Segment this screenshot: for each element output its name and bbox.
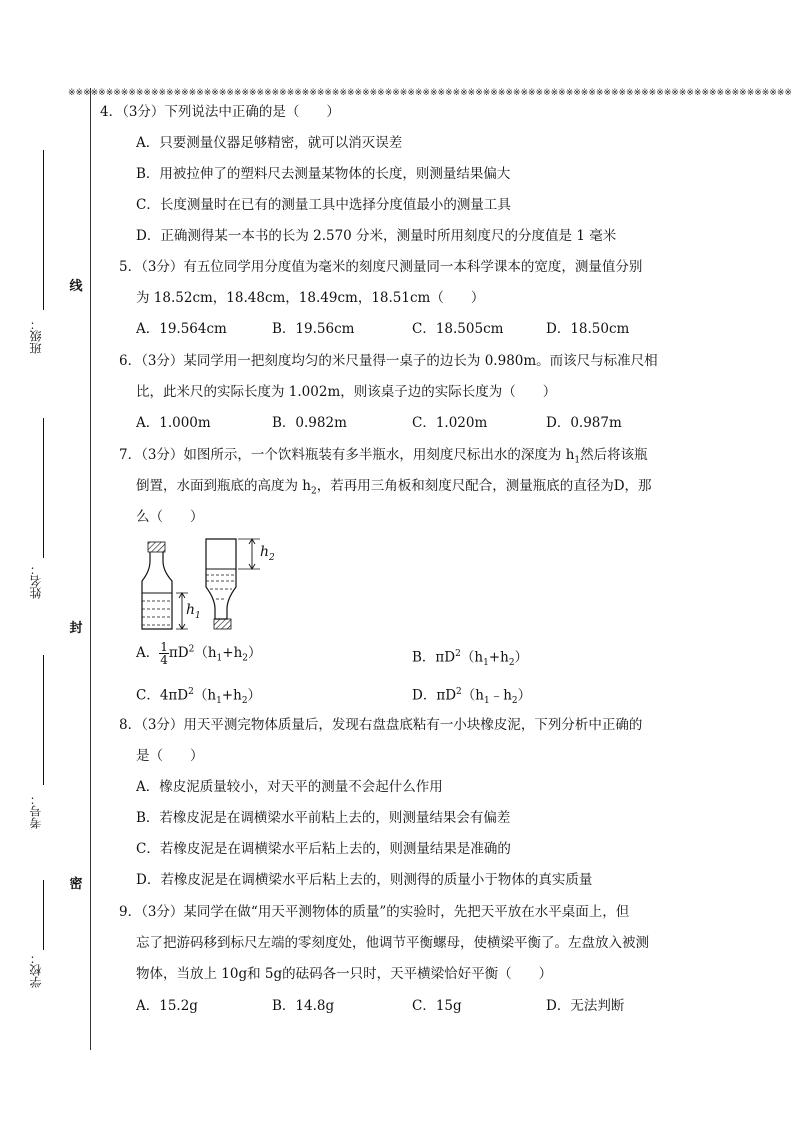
question-4-option-a: A．只要测量仪器足够精密，就可以消灭误差 [136,135,403,151]
question-9-stem-line-2: 忘了把游码移到标尺左端的零刻度处，他调节平衡螺母，使横梁平衡了。左盘放入被测 [136,935,649,951]
question-4-option-d: D．正确测得某一本书的长为 2.570 分米，测量时所用刻度尺的分度值是 1 毫米 [136,228,617,244]
exam-number-blank-line [43,655,44,785]
question-8-stem-line-1: 8．（3分）用天平测完物体质量后，发现右盘盘底粘有一小块橡皮泥，下列分析中正确的 [119,717,643,733]
question-6-stem-line-2: 比，此米尺的实际长度为 1.002m，则该桌子边的实际长度为（ ） [136,384,557,400]
question-8-stem-line-2: 是（ ） [136,748,204,764]
seal-line [90,88,91,1050]
question-6-option-d: D．0.987m [546,415,622,431]
question-5-option-c: C．18.505cm [412,321,504,337]
question-7-option-c: C．$4\pi D^2(h_1+h_2)$ [136,687,262,707]
class-label: 班级： [29,318,43,354]
question-9-stem-line-1: 9．（3分）某同学在做“用天平测物体的质量”的实验时，先把天平放在水平桌面上，但 [119,904,630,920]
question-7-stem-line-2-text: 倒置，水面到瓶底的高度为 h [136,478,311,494]
question-7-stem-line-2 [136,480,652,497]
h1-figure-label: $h_1$ [186,602,201,621]
question-5-stem-line-2-text: 为 18.52cm，18.48cm，18.49cm，18.51cm（ ） [136,290,485,306]
question-7-option-b: B．$\pi D^2(h_1+h_2)$ [412,649,529,669]
question-7-stem-line-3: 么（ ） [136,509,204,525]
seal-pattern: ※※※※※※※※※※※※※※※※※※※※※※※※※※※※※※※※※※※※※※※※※※※※※※※※※※※※※※※※※※※※※※※※※※※※※※※※※※※※※※※※※※※※※※※※※※※※※※※※ [68,88,792,98]
question-6-option-a: A．1.000m [136,415,211,431]
question-8-option-c: C．若橡皮泥是在调横梁水平后粘上去的，则测量结果是准确的 [136,841,511,857]
question-5-option-d: D．18.50cm [546,321,630,337]
question-6-option-b: B．0.982m [272,415,347,431]
question-9-option-b: B．14.8g [272,998,335,1014]
question-4-stem: 4．（3分）下列说法中正确的是（ ） [100,104,340,120]
h1-subscript: 1 [574,455,581,466]
question-4-option-b: B．用被拉伸了的塑料尺去测量某物体的长度，则测量结果偏大 [136,166,511,182]
name-label: 姓名： [29,563,43,599]
upright-bottle [142,542,188,629]
question-6-option-c: C．1.020m [412,415,488,431]
seal-word-seal: 封 [69,617,83,636]
question-9-option-a: A．15.2g [136,998,198,1014]
seal-word-secret: 密 [69,873,83,892]
seal-word-line: 线 [69,275,83,294]
question-7-option-a: A． $\frac{1}{4}$ $\pi D^2(h_1+h_2)$ [136,640,262,667]
question-7-stem-line-1-text: 7．（3分）如图所示，一个饮料瓶装有多半瓶水，用刻度尺标出水的深度为 h [119,447,575,463]
name-blank-line [43,418,44,558]
question-8-option-b: B．若橡皮泥是在调横梁水平前粘上去的，则测量结果会有偏差 [136,810,511,826]
question-4-option-c: C．长度测量时在已有的测量工具中选择分度值最小的测量工具 [136,197,511,213]
question-5-stem-line-1: 5．（3分）有五位同学用分度值为毫米的刻度尺测量同一本科学课本的宽度，测量值分别 [119,259,643,275]
class-blank-line [43,150,44,310]
h2-subscript: 2 [311,486,317,497]
question-7-stem-line-1-tail: 然后将该瓶 [580,447,648,463]
fraction-one-quarter: $\frac{1}{4}$ [160,640,168,667]
question-9-option-d: D．无法判断 [546,998,625,1014]
question-5-option-b: B．19.56cm [272,321,355,337]
question-5-option-a: A．19.564cm [136,321,227,337]
question-7-stem-line-1 [119,449,648,466]
exam-number-label: 考号： [29,793,43,829]
question-7-option-d: D．$\pi D^2(h_1﹣h_2)$ [412,687,532,707]
question-8-option-a: A．橡皮泥质量较小，对天平的测量不会起什么作用 [136,779,443,795]
school-blank-line [43,880,44,950]
h2-figure-label: $h_2$ [260,544,275,563]
school-label: 学校： [29,952,43,988]
inverted-bottle [206,539,260,629]
question-9-option-c: C．15g [412,998,462,1014]
question-8-option-d: D．若橡皮泥是在调横梁水平后粘上去的，则测得的质量小于物体的真实质量 [136,872,593,888]
question-7-stem-line-2-tail: ，若再用三角板和刻度尺配合，测量瓶底的直径为D，那 [316,478,652,494]
question-6-stem-line-1: 6．（3分）某同学用一把刻度均匀的米尺量得一桌子的边长为 0.980m。而该尺与标准尺相 [119,353,658,369]
question-9-stem-line-3: 物体，当放上 10g和 5g的砝码各一只时，天平横梁恰好平衡（ ） [136,966,553,982]
